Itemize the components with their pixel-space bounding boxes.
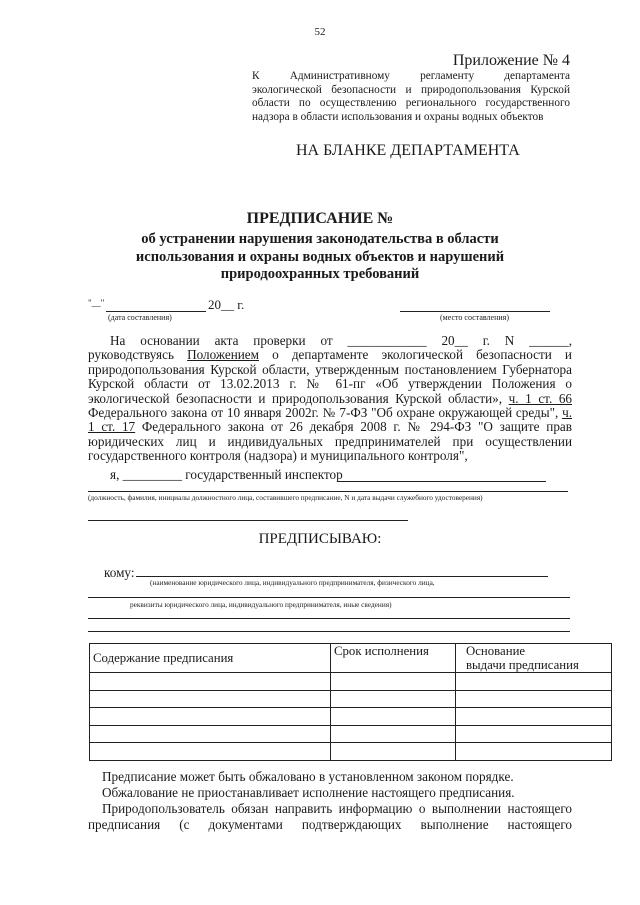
place-line[interactable] — [400, 311, 550, 312]
body-line: руководствуясь Положением о департаменте экологической безопасности и — [88, 348, 572, 363]
body-paragraph — [88, 334, 572, 464]
letterhead-note: НА БЛАНКЕ ДЕПАРТАМЕНТА — [296, 142, 520, 159]
legal-reference-link: Положением — [187, 348, 260, 363]
body-line: экологической безопасности и природопользования Курской области», ч. 1 ст. 66 — [88, 391, 572, 406]
footer-line: предписания (с документами подтверждающих выполнение настоящего — [88, 817, 572, 832]
inspector-name-line[interactable] — [338, 481, 546, 482]
whom-line-2[interactable] — [88, 597, 570, 598]
appendix-line: К Административному регламенту департамента — [252, 70, 570, 82]
table-cell[interactable] — [90, 725, 331, 743]
footer-line: Предписание может быть обжаловано в установленном законом порядке. — [102, 769, 514, 784]
appendix-line: надзора в области использования и охраны водных объектов — [252, 110, 544, 123]
body-line: Федерального закона от 10 января 2002г. № 7-ФЗ "Об охране окружающей среды", ч. — [88, 405, 572, 420]
whom-line-3[interactable] — [88, 618, 570, 619]
subtitle-line: природоохранных требований — [220, 266, 420, 282]
body-line: юридических лиц и индивидуальных предпринимателей при осуществлении — [88, 434, 572, 449]
table-cell[interactable] — [331, 725, 456, 743]
date-month-line[interactable] — [106, 311, 206, 312]
table-cell[interactable] — [456, 673, 612, 691]
table-cell[interactable] — [456, 725, 612, 743]
footer-line: Природопользователь обязан направить информацию о выполнении настоящего — [102, 801, 572, 816]
inspector-details-line[interactable] — [88, 491, 568, 492]
table-cell[interactable] — [90, 673, 331, 691]
subtitle-line: использования и охраны водных объектов и нарушений — [135, 248, 505, 265]
legal-reference-link: 1 ст. 17 — [88, 420, 136, 435]
whom-label: кому: — [104, 565, 135, 580]
table-cell[interactable] — [90, 690, 331, 708]
page-number: 52 — [314, 26, 326, 38]
table-header-content: Содержание предписания — [90, 644, 331, 673]
table-header-deadline: Срок исполнения — [331, 644, 456, 673]
date-day-field[interactable]: "__" — [88, 298, 105, 308]
footer-line: Обжалование не приостанавливает исполнение настоящего предписания. — [102, 785, 515, 800]
legal-reference-link: ч. — [562, 405, 572, 420]
document-title: ПРЕДПИСАНИЕ № — [246, 210, 394, 227]
table-cell[interactable] — [90, 743, 331, 761]
whom-line[interactable] — [136, 576, 548, 577]
table-header-basis — [456, 644, 612, 673]
table-row[interactable] — [90, 673, 612, 691]
table-cell[interactable] — [90, 708, 331, 726]
whom-hint-1: (наименование юридического лица, индивидуального предпринимателя, физического лица, — [150, 578, 435, 587]
inspector-extra-line[interactable] — [88, 520, 408, 521]
body-line: Курской области от 13.02.2013 г. № 61-пг «Об утверждении Положения о — [88, 377, 572, 392]
date-year: 20__ г. — [208, 297, 245, 312]
table-cell[interactable] — [456, 743, 612, 761]
body-line: государственного контроля (надзора) и муниципального контроля", — [88, 449, 468, 464]
appendix-reference — [252, 70, 570, 124]
appendix-line: области по осуществлению регионального государственного — [252, 97, 570, 110]
place-hint: (место составления) — [440, 313, 509, 322]
table-row[interactable] — [90, 743, 612, 761]
order-heading: ПРЕДПИСЫВАЮ: — [258, 531, 382, 547]
body-line: 1 ст. 17 Федерального закона от 26 декабря 2008 г. № 294-ФЗ "О защите прав — [88, 420, 572, 435]
table-cell[interactable] — [331, 690, 456, 708]
body-line: На основании акта проверки от ____________ 20__ г. N ______, — [110, 334, 572, 348]
whom-line-4[interactable] — [88, 631, 570, 632]
inspector-hint: (должность, фамилия, инициалы должностного лица, составившего предписание, N и дата выдачи служебного удостоверения) — [88, 493, 483, 502]
table-row[interactable] — [90, 725, 612, 743]
order-table — [89, 643, 612, 761]
subtitle-line: об устранении нарушения законодательства в области — [141, 231, 499, 247]
table-cell[interactable] — [456, 708, 612, 726]
table-header-basis-line2: выдачи предписания — [466, 658, 579, 672]
table-cell[interactable] — [331, 708, 456, 726]
document-subtitle — [100, 231, 540, 284]
date-hint: (дата составления) — [108, 313, 172, 322]
table-header-basis-line1: Основание — [466, 644, 526, 658]
table-cell[interactable] — [456, 690, 612, 708]
appendix-title: Приложение № 4 — [452, 52, 570, 69]
table-cell[interactable] — [331, 673, 456, 691]
whom-hint-2: реквизиты юридического лица, индивидуального предпринимателя, иные сведения) — [130, 600, 392, 609]
inspector-line: я, _________ государственный инспектор — [110, 467, 343, 482]
table-header-row — [90, 644, 612, 673]
legal-reference-link: ч. 1 ст. 66 — [508, 391, 572, 406]
table-row[interactable] — [90, 690, 612, 708]
table-cell[interactable] — [331, 743, 456, 761]
footer-text — [88, 770, 572, 834]
appendix-line: экологической безопасности и природопользования Курской — [252, 83, 570, 96]
body-line: природопользования Курской области, утвержденным постановлением Губернатора — [88, 362, 572, 377]
table-row[interactable] — [90, 708, 612, 726]
